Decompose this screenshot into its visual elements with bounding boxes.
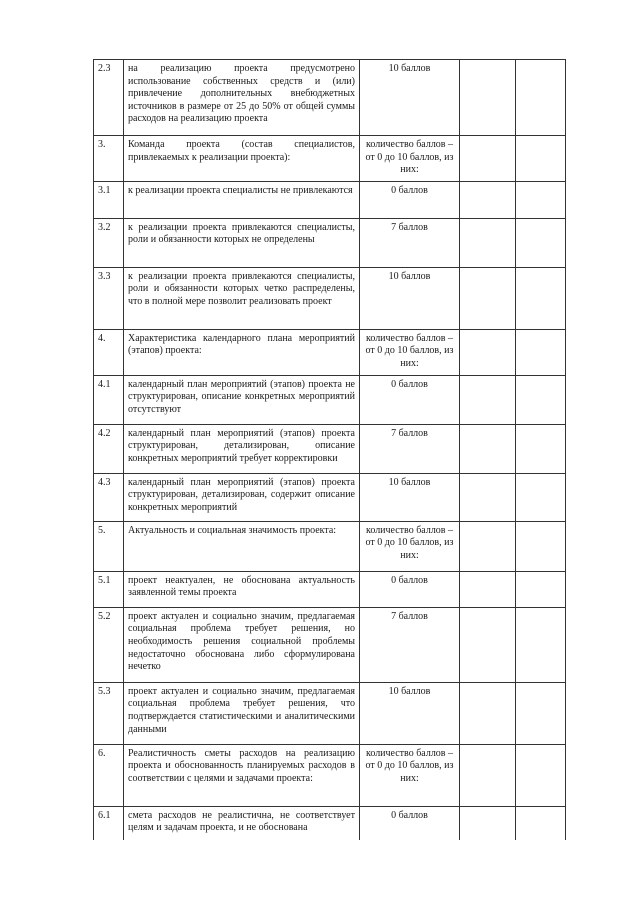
empty-cell: [516, 473, 566, 521]
table-row: [94, 136, 566, 182]
empty-cell: [516, 60, 566, 136]
empty-cell: [460, 607, 516, 682]
score-value: количество баллов – от 0 до 10 баллов, из них:: [360, 521, 460, 571]
empty-cell: [516, 607, 566, 682]
criterion-text: смета расходов не реалистична, не соответствует целям и задачам проекта, и не обоснована: [124, 806, 360, 840]
empty-cell: [516, 181, 566, 218]
score-value: 10 баллов: [360, 60, 460, 136]
table-row: [94, 571, 566, 607]
empty-cell: [460, 181, 516, 218]
criterion-text: проект неактуален, не обоснована актуальность заявленной темы проекта: [124, 571, 360, 607]
criterion-text: к реализации проекта привлекаются специалисты, роли и обязанности которых четко распределены, что в полной мере позволит реализовать проект: [124, 267, 360, 329]
row-number: 3.3: [94, 267, 124, 329]
row-number: 5.1: [94, 571, 124, 607]
criterion-text: Реалистичность сметы расходов на реализацию проекта и обоснованность планируемых расходов в соответствии с целями и задачами проекта:: [124, 744, 360, 806]
table-row: [94, 329, 566, 375]
criterion-text: на реализацию проекта предусмотрено использование собственных средств и (или) привлечение дополнительных внебюджетных источников в размере от 25 до 50% от общей суммы расходов на реализацию проекта: [124, 60, 360, 136]
row-number: 2.3: [94, 60, 124, 136]
table-row: [94, 806, 566, 840]
empty-cell: [516, 267, 566, 329]
row-number: 5.: [94, 521, 124, 571]
score-value: 7 баллов: [360, 607, 460, 682]
score-value: 0 баллов: [360, 806, 460, 840]
row-number: 4.3: [94, 473, 124, 521]
criterion-text: к реализации проекта специалисты не привлекаются: [124, 181, 360, 218]
criterion-text: календарный план мероприятий (этапов) проекта структурирован, детализирован, описание конкретных мероприятий требует корректировки: [124, 424, 360, 473]
score-value: 7 баллов: [360, 218, 460, 267]
criterion-text: Характеристика календарного плана мероприятий (этапов) проекта:: [124, 329, 360, 375]
table-row: [94, 744, 566, 806]
empty-cell: [460, 329, 516, 375]
table-row: [94, 267, 566, 329]
empty-cell: [460, 473, 516, 521]
row-number: 5.3: [94, 682, 124, 744]
empty-cell: [460, 521, 516, 571]
empty-cell: [460, 267, 516, 329]
score-value: 10 баллов: [360, 473, 460, 521]
table-row: [94, 607, 566, 682]
empty-cell: [460, 424, 516, 473]
score-value: 0 баллов: [360, 571, 460, 607]
score-value: количество баллов – от 0 до 10 баллов, из них:: [360, 744, 460, 806]
empty-cell: [516, 682, 566, 744]
row-number: 3.1: [94, 181, 124, 218]
score-value: 0 баллов: [360, 375, 460, 424]
empty-cell: [516, 375, 566, 424]
row-number: 4.2: [94, 424, 124, 473]
empty-cell: [516, 136, 566, 182]
empty-cell: [460, 375, 516, 424]
empty-cell: [516, 806, 566, 840]
score-value: 0 баллов: [360, 181, 460, 218]
row-number: 4.: [94, 329, 124, 375]
table-row: [94, 473, 566, 521]
table-row: [94, 424, 566, 473]
criterion-text: календарный план мероприятий (этапов) проекта не структурирован, описание конкретных мероприятий отсутствуют: [124, 375, 360, 424]
score-value: 10 баллов: [360, 682, 460, 744]
row-number: 6.: [94, 744, 124, 806]
table-row: [94, 218, 566, 267]
table-row: [94, 521, 566, 571]
score-value: 7 баллов: [360, 424, 460, 473]
empty-cell: [460, 806, 516, 840]
empty-cell: [516, 424, 566, 473]
empty-cell: [516, 744, 566, 806]
criterion-text: проект актуален и социально значим, предлагаемая социальная проблема требует решения, что подтверждается статистическими и аналитическими данными: [124, 682, 360, 744]
empty-cell: [516, 329, 566, 375]
empty-cell: [516, 571, 566, 607]
score-value: количество баллов – от 0 до 10 баллов, из них:: [360, 329, 460, 375]
criterion-text: к реализации проекта привлекаются специалисты, роли и обязанности которых не определены: [124, 218, 360, 267]
empty-cell: [460, 744, 516, 806]
empty-cell: [460, 571, 516, 607]
table-row: [94, 181, 566, 218]
empty-cell: [460, 682, 516, 744]
table-row: [94, 682, 566, 744]
row-number: 4.1: [94, 375, 124, 424]
table-row: [94, 60, 566, 136]
criterion-text: проект актуален и социально значим, предлагаемая социальная проблема требует решения, но необходимость решения социальной проблемы недостаточно обоснована либо сформулирована нечетко: [124, 607, 360, 682]
empty-cell: [460, 60, 516, 136]
criterion-text: календарный план мероприятий (этапов) проекта структурирован, детализирован, содержит описание конкретных мероприятий: [124, 473, 360, 521]
empty-cell: [460, 136, 516, 182]
row-number: 3.: [94, 136, 124, 182]
empty-cell: [460, 218, 516, 267]
row-number: 5.2: [94, 607, 124, 682]
row-number: 3.2: [94, 218, 124, 267]
row-number: 6.1: [94, 806, 124, 840]
table-row: [94, 375, 566, 424]
empty-cell: [516, 521, 566, 571]
empty-cell: [516, 218, 566, 267]
criterion-text: Актуальность и социальная значимость проекта:: [124, 521, 360, 571]
score-value: 10 баллов: [360, 267, 460, 329]
criterion-text: Команда проекта (состав специалистов, привлекаемых к реализации проекта):: [124, 136, 360, 182]
scoring-criteria-table: [93, 59, 566, 840]
score-value: количество баллов – от 0 до 10 баллов, из них:: [360, 136, 460, 182]
